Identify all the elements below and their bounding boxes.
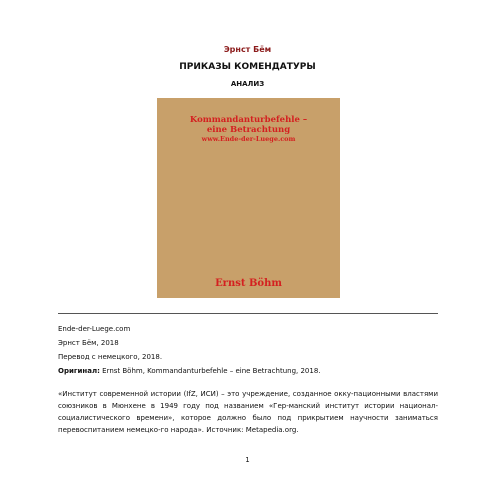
cover-url: www.Ende-der-Luege.com	[201, 135, 296, 143]
author-name: Эрнст Бём	[223, 45, 272, 54]
book-cover-image	[157, 98, 340, 298]
document-subtitle: АНАЛИЗ	[230, 80, 265, 88]
original-label: Оригинал:	[58, 367, 100, 375]
quote-paragraph: «Институт современной истории (IfZ, ИСИ) – это учреждение, созданное окку-пационными властями союзников в Мюнхене в 1949 году под названием «Гер-манский институт истории национал-социалистического времени», которое должно было под прикрытием научности заниматься перевоспитанием немецко-го народа». Источник: Metapedia.org.	[58, 390, 438, 434]
cover-title-line-2: eine Betrachtung	[206, 125, 291, 135]
horizontal-divider	[58, 313, 438, 314]
imprint-original	[58, 364, 438, 378]
imprint-site: Ende-der-Luege.com	[58, 325, 131, 333]
imprint-translation: Перевод с немецкого, 2018.	[58, 353, 163, 361]
cover-author: Ernst Böhm	[215, 278, 282, 289]
document-title: ПРИКАЗЫ КОМЕНДАТУРЫ	[179, 62, 316, 72]
original-text: Ernst Böhm, Kommandanturbefehle – eine Betrachtung, 2018.	[99, 367, 321, 375]
imprint-copyright: Эрнст Бём, 2018	[58, 339, 119, 347]
imprint-block	[58, 322, 438, 378]
page-number: 1	[245, 456, 250, 464]
cover-title-line-1: Kommandanturbefehle –	[189, 115, 308, 125]
